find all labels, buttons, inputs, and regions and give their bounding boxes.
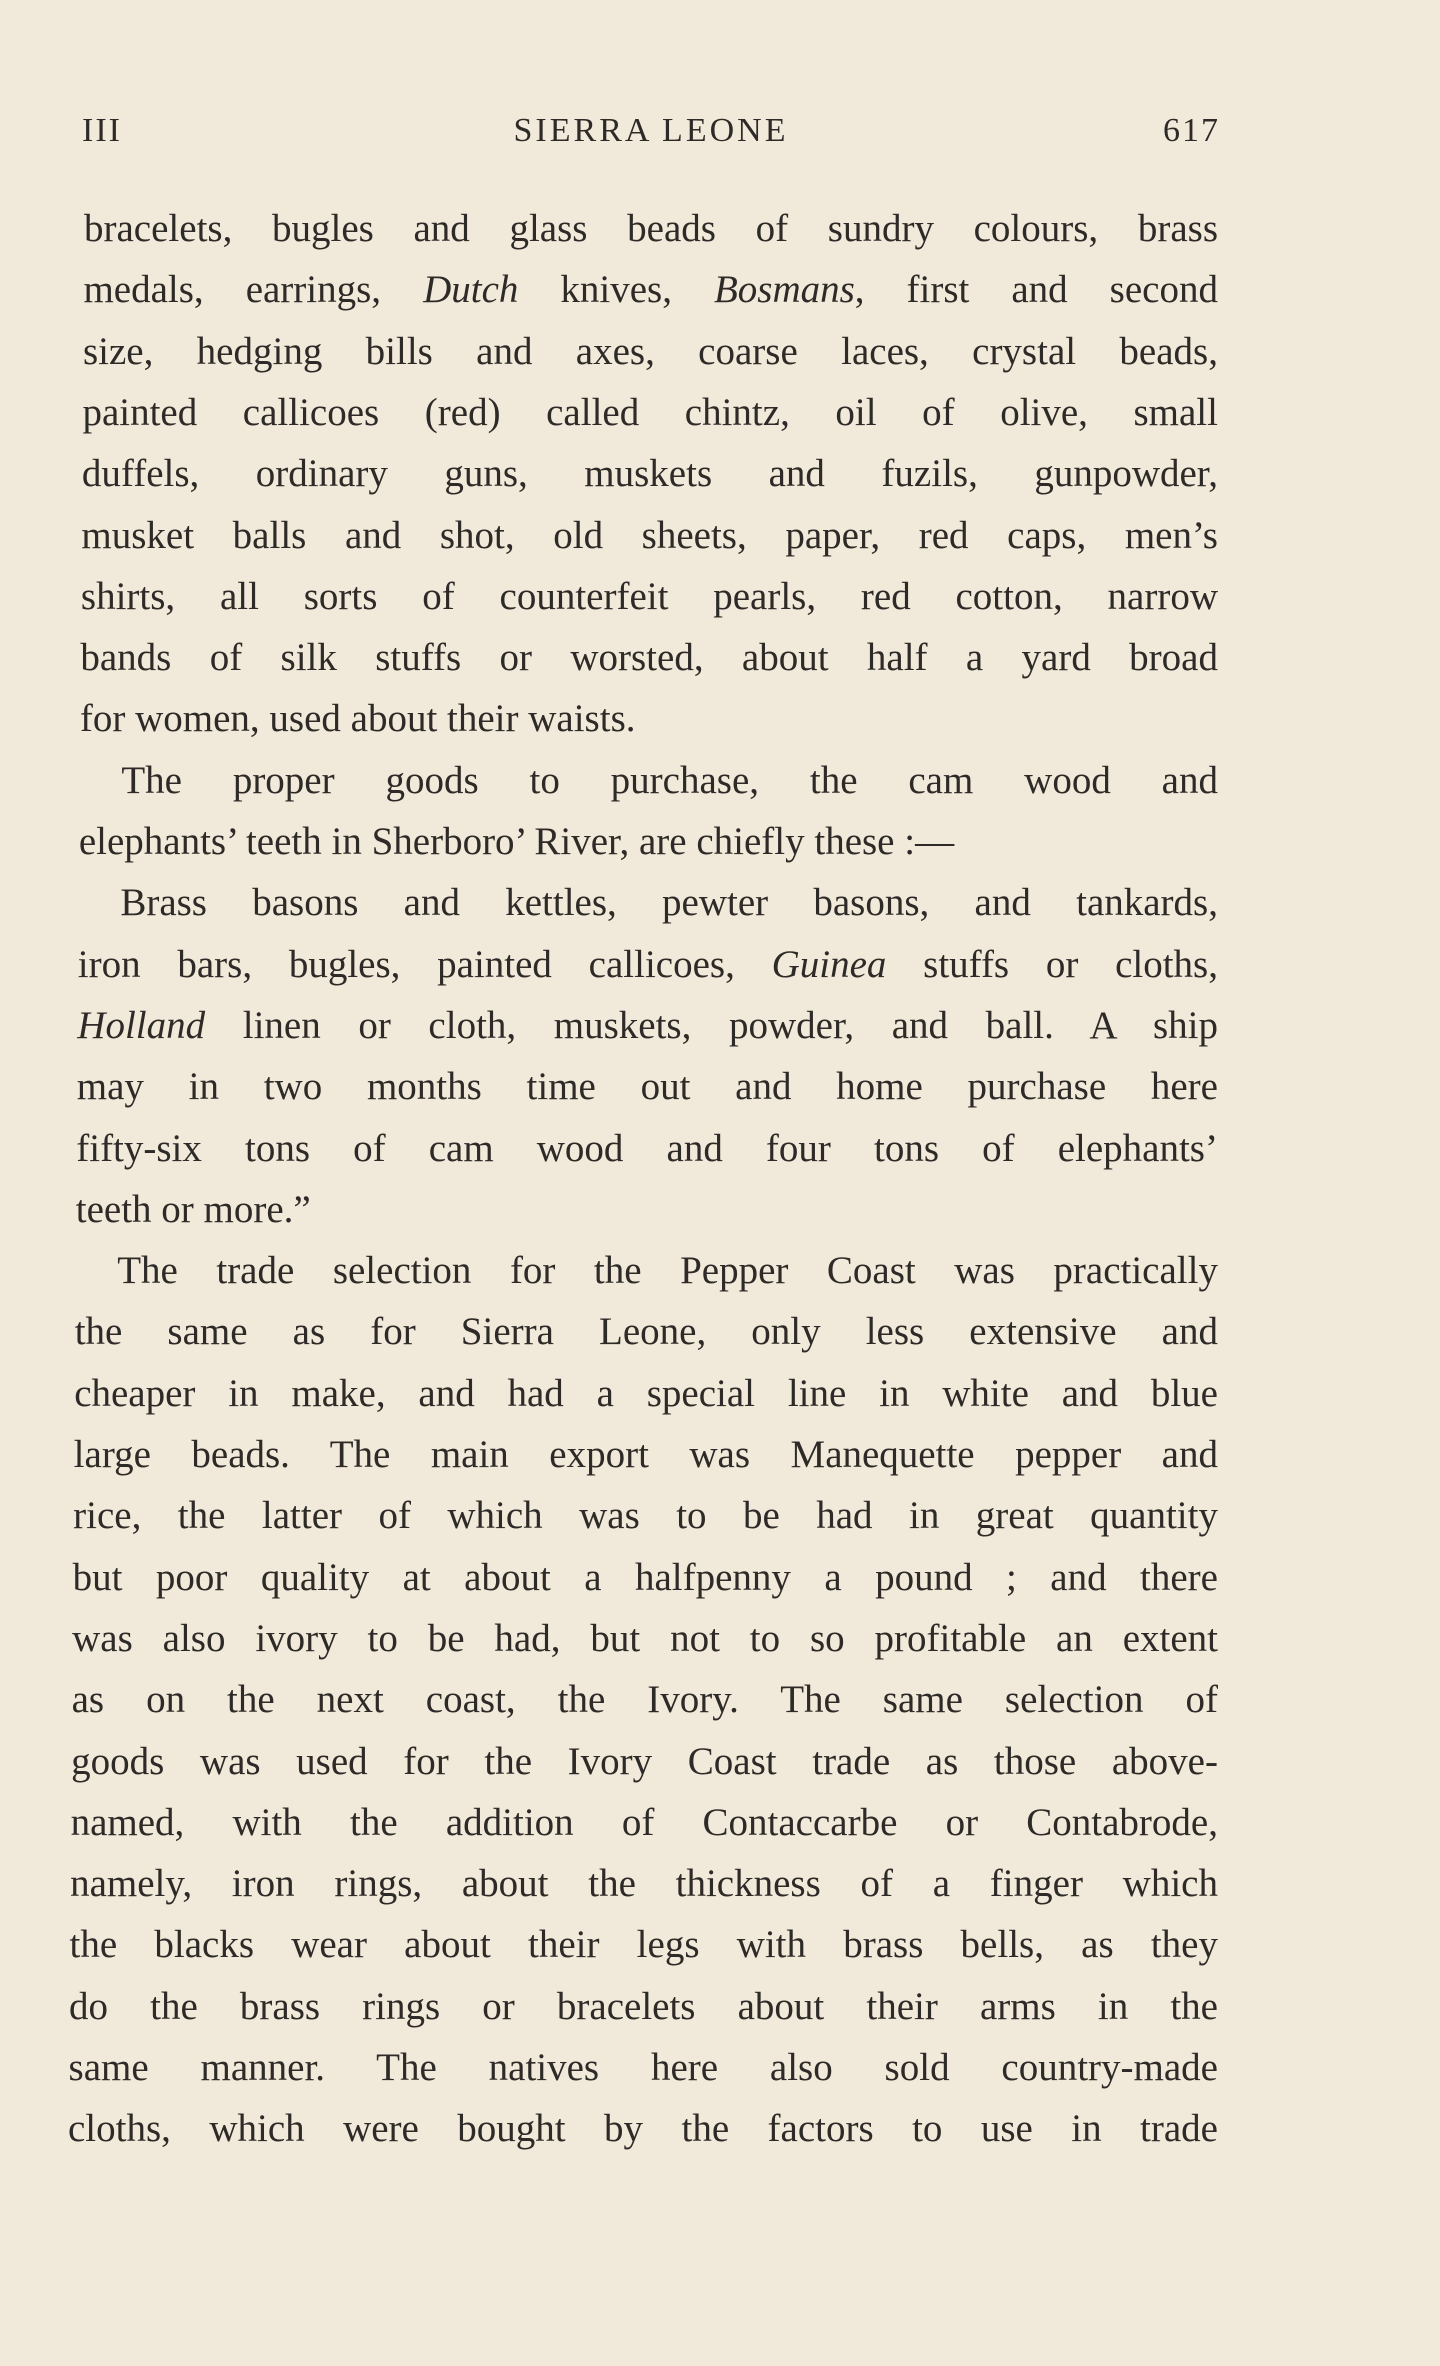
text-span: but poor quality at about a halfpenny a pound ; and there [72, 1555, 1218, 1599]
text-span: iron bars, bugles, painted callicoes, [77, 942, 772, 986]
text-line [77, 1056, 1218, 1118]
text-line [73, 1485, 1218, 1547]
text-span: for women, used about their waists. [79, 697, 636, 741]
text-line [82, 443, 1218, 505]
text-line [70, 1853, 1218, 1915]
text-line [120, 872, 1218, 934]
text-span: stuffs or cloths, [886, 942, 1218, 986]
text-span: cheaper in make, and had a special line in white and blue [74, 1371, 1218, 1415]
text-span: fifty-six tons of cam wood and four tons of elephants’ [76, 1126, 1218, 1170]
text-line [84, 198, 1218, 260]
chapter-number: III [82, 112, 122, 149]
text-line [69, 2037, 1218, 2099]
text-line [79, 811, 1218, 873]
text-line [74, 1363, 1218, 1425]
text-line [76, 1179, 1218, 1241]
italic-text: Bosmans [713, 268, 855, 312]
page-number: 617 [1163, 112, 1220, 149]
text-span: the same as for Sierra Leone, only less extensive and [74, 1310, 1218, 1354]
text-span: namely, iron rings, about the thickness of a finger which [70, 1862, 1218, 1906]
text-line [72, 1608, 1218, 1670]
text-span: named, with the addition of Contaccarbe or Contabrode, [70, 1800, 1218, 1844]
text-span: same manner. The natives here also sold country-made [68, 2046, 1218, 2089]
text-span: rice, the latter of which was to be had in great quantity [73, 1494, 1218, 1538]
text-line [121, 750, 1218, 812]
text-line [78, 934, 1218, 996]
text-line [81, 566, 1218, 628]
text-span: medals, earrings, [83, 268, 424, 312]
italic-text: Dutch [423, 268, 519, 312]
text-line [76, 1118, 1218, 1180]
text-line [71, 1731, 1218, 1793]
text-span: was also ivory to be had, but not to so profitable an extent [72, 1616, 1218, 1660]
italic-text: Guinea [771, 942, 887, 986]
text-line [83, 259, 1218, 321]
text-line [68, 2098, 1218, 2160]
text-span: bands of silk stuffs or worsted, about half a yard broad [80, 636, 1218, 680]
text-line [72, 1669, 1218, 1731]
text-span: The proper goods to purchase, the cam wood and [121, 758, 1218, 802]
text-span: knives, [518, 268, 714, 312]
text-line [80, 627, 1218, 689]
text-span: bracelets, bugles and glass beads of sundry colours, brass [84, 207, 1218, 250]
running-title: SIERRA LEONE [513, 112, 789, 149]
text-span: teeth or more.” [75, 1187, 311, 1231]
italic-text: Holland [77, 1003, 206, 1047]
text-line [80, 688, 1218, 750]
text-span: shirts, all sorts of counterfeit pearls, red cotton, narrow [80, 574, 1218, 618]
running-header [82, 112, 1220, 162]
text-line [71, 1792, 1218, 1854]
text-span: painted callicoes (red) called chintz, oil of olive, small [82, 390, 1218, 434]
text-span: goods was used for the Ivory Coast trade as those above- [71, 1739, 1218, 1783]
text-span: linen or cloth, muskets, powder, and ball. A ship [205, 1003, 1218, 1047]
text-line [69, 1976, 1218, 2038]
text-line [83, 321, 1218, 383]
text-span: The trade selection for the Pepper Coast was practically [117, 1249, 1218, 1293]
text-line [74, 1424, 1218, 1486]
text-span: Brass basons and kettles, pewter basons, and tankards, [120, 881, 1218, 925]
text-span: may in two months time out and home purchase here [76, 1065, 1218, 1109]
text-line [117, 1240, 1218, 1302]
text-span: , first and second [854, 268, 1218, 312]
text-line [82, 382, 1218, 444]
text-span: the blacks wear about their legs with brass bells, as they [69, 1923, 1218, 1967]
text-line [77, 995, 1218, 1057]
text-line [75, 1301, 1218, 1363]
text-line [70, 1914, 1218, 1976]
text-span: do the brass rings or bracelets about their arms in the [69, 1984, 1218, 2028]
text-span: size, hedging bills and axes, coarse laces, crystal beads, [82, 329, 1218, 373]
text-span: as on the next coast, the Ivory. The same selection of [71, 1678, 1218, 1722]
text-span: elephants’ teeth in Sherboro’ River, are chiefly these :— [78, 820, 955, 863]
text-span: duffels, ordinary guns, muskets and fuzils, gunpowder, [81, 452, 1218, 496]
text-span: cloths, which were bought by the factors to use in trade [68, 2107, 1218, 2151]
text-line [81, 505, 1218, 567]
text-line [73, 1547, 1218, 1609]
text-span: musket balls and shot, old sheets, paper, red caps, men’s [81, 513, 1218, 557]
text-span: large beads. The main export was Manequette pepper and [73, 1433, 1218, 1476]
